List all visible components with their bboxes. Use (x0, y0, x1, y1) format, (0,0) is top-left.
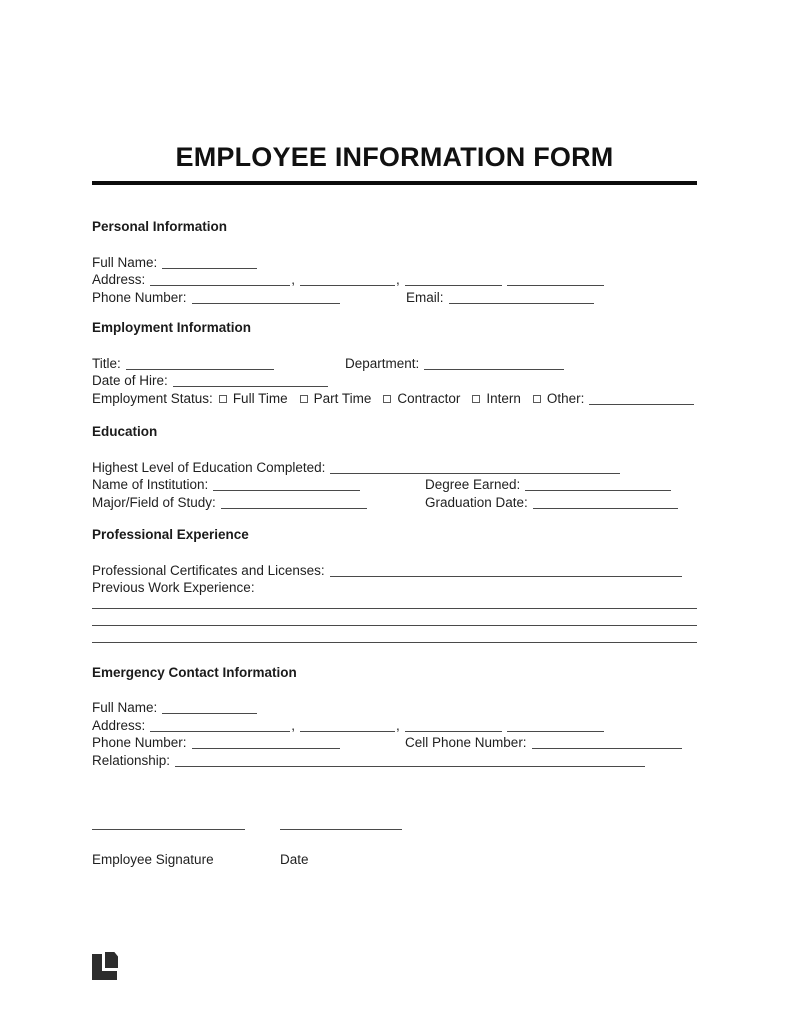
section-heading-experience: Professional Experience (92, 527, 249, 542)
part-time-checkbox[interactable] (300, 395, 308, 403)
other-label: Other: (546, 390, 585, 406)
previous-work-label: Previous Work Experience: (92, 580, 255, 595)
degree-earned-label: Degree Earned: (425, 477, 521, 492)
emergency-address-row (92, 717, 697, 735)
institution-blank[interactable] (213, 490, 360, 491)
date-of-hire-blank[interactable] (173, 386, 328, 387)
emergency-address-city-blank[interactable] (300, 731, 395, 732)
page-title: EMPLOYEE INFORMATION FORM (175, 142, 614, 172)
other-blank[interactable] (589, 404, 694, 405)
emergency-address-label: Address: (92, 717, 146, 733)
personal-phone-email-row (92, 289, 697, 307)
legal-templates-logo-icon (92, 954, 117, 980)
personal-address-street-blank[interactable] (150, 285, 290, 286)
graduation-date-blank[interactable] (533, 508, 678, 509)
full-time-checkbox[interactable] (219, 395, 227, 403)
emergency-phone-label: Phone Number: (92, 735, 187, 750)
logo-base-bar (92, 971, 117, 980)
date-of-hire-label: Date of Hire: (92, 373, 168, 388)
address-separator: , (396, 272, 400, 287)
employee-signature-line[interactable] (92, 829, 245, 830)
section-heading-personal: Personal Information (92, 219, 228, 234)
certificates-row (92, 562, 697, 580)
degree-earned-col (425, 476, 671, 494)
graduation-date-label: Graduation Date: (425, 494, 528, 510)
contractor-checkbox[interactable] (383, 395, 391, 403)
status-option-other (533, 391, 695, 406)
personal-email-col (406, 289, 594, 307)
certificates-blank[interactable] (330, 576, 682, 577)
graduation-date-col (425, 494, 678, 512)
personal-address-label: Address: (92, 272, 146, 287)
employment-department-col (345, 355, 564, 373)
emergency-address-state-blank[interactable] (405, 731, 502, 732)
employee-signature-label: Employee Signature (92, 852, 214, 867)
personal-email-blank[interactable] (449, 303, 594, 304)
other-checkbox[interactable] (533, 395, 541, 403)
relationship-blank[interactable] (175, 766, 645, 767)
emergency-full-name-label: Full Name: (92, 700, 158, 715)
previous-work-line-1[interactable] (92, 597, 697, 609)
emergency-full-name-blank[interactable] (162, 713, 257, 714)
certificates-label: Professional Certificates and Licenses: (92, 562, 325, 578)
contractor-label: Contractor (397, 390, 461, 406)
personal-address-zip-blank[interactable] (507, 285, 604, 286)
education-major-row (92, 494, 697, 512)
status-option-contractor (383, 391, 460, 406)
personal-phone-blank[interactable] (192, 303, 340, 304)
address-separator: , (396, 717, 400, 733)
address-separator: , (291, 272, 296, 287)
degree-earned-blank[interactable] (525, 490, 671, 491)
section-heading-employment: Employment Information (92, 320, 252, 335)
emergency-address-zip-blank[interactable] (507, 731, 604, 732)
cell-phone-col (405, 734, 682, 752)
major-field-label: Major/Field of Study: (92, 494, 216, 510)
signature-area (92, 829, 697, 830)
status-option-full-time (219, 391, 288, 406)
personal-address-state-blank[interactable] (405, 285, 502, 286)
emergency-address-street-blank[interactable] (150, 731, 290, 732)
section-heading-education: Education (92, 424, 158, 439)
previous-work-line-3[interactable] (92, 626, 697, 643)
employment-status-row (92, 390, 697, 408)
relationship-row (92, 752, 697, 770)
emergency-phone-row (92, 734, 697, 752)
education-institution-row (92, 476, 697, 494)
emergency-phone-blank[interactable] (192, 748, 340, 749)
relationship-label: Relationship: (92, 752, 171, 768)
employment-title-row (92, 355, 697, 373)
previous-work-write-area (92, 597, 697, 643)
date-line[interactable] (280, 829, 402, 830)
part-time-label: Part Time (313, 390, 372, 406)
previous-work-row (92, 579, 697, 597)
employment-date-of-hire-row (92, 372, 697, 390)
personal-email-label: Email: (406, 289, 444, 305)
employment-title-blank[interactable] (126, 369, 274, 370)
cell-phone-blank[interactable] (532, 748, 682, 749)
employment-title-label: Title: (92, 355, 121, 371)
highest-level-blank[interactable] (330, 473, 620, 474)
logo-document-icon (105, 952, 118, 968)
personal-full-name-blank[interactable] (162, 268, 257, 269)
date-label: Date (280, 852, 309, 867)
intern-label: Intern (486, 390, 521, 406)
employment-status-label: Employment Status: (92, 390, 213, 406)
status-option-part-time (300, 391, 372, 406)
personal-address-city-blank[interactable] (300, 285, 395, 286)
section-heading-emergency: Emergency Contact Information (92, 664, 297, 680)
personal-full-name-label: Full Name: (92, 254, 158, 270)
employment-department-blank[interactable] (424, 369, 564, 370)
highest-level-label: Highest Level of Education Completed: (92, 459, 326, 475)
status-option-intern (472, 391, 521, 406)
cell-phone-label: Cell Phone Number: (405, 735, 527, 750)
institution-label: Name of Institution: (92, 477, 209, 492)
full-time-label: Full Time (232, 390, 288, 406)
major-field-blank[interactable] (221, 508, 367, 509)
intern-checkbox[interactable] (472, 395, 480, 403)
personal-full-name-row (92, 254, 697, 272)
education-highest-level-row (92, 459, 697, 477)
address-separator: , (291, 717, 296, 733)
signature-labels (92, 851, 697, 869)
personal-address-row (92, 271, 697, 289)
previous-work-line-2[interactable] (92, 609, 697, 626)
title-rule (92, 181, 697, 185)
emergency-full-name-row (92, 699, 697, 717)
employment-department-label: Department: (345, 355, 420, 371)
personal-phone-label: Phone Number: (92, 289, 187, 305)
